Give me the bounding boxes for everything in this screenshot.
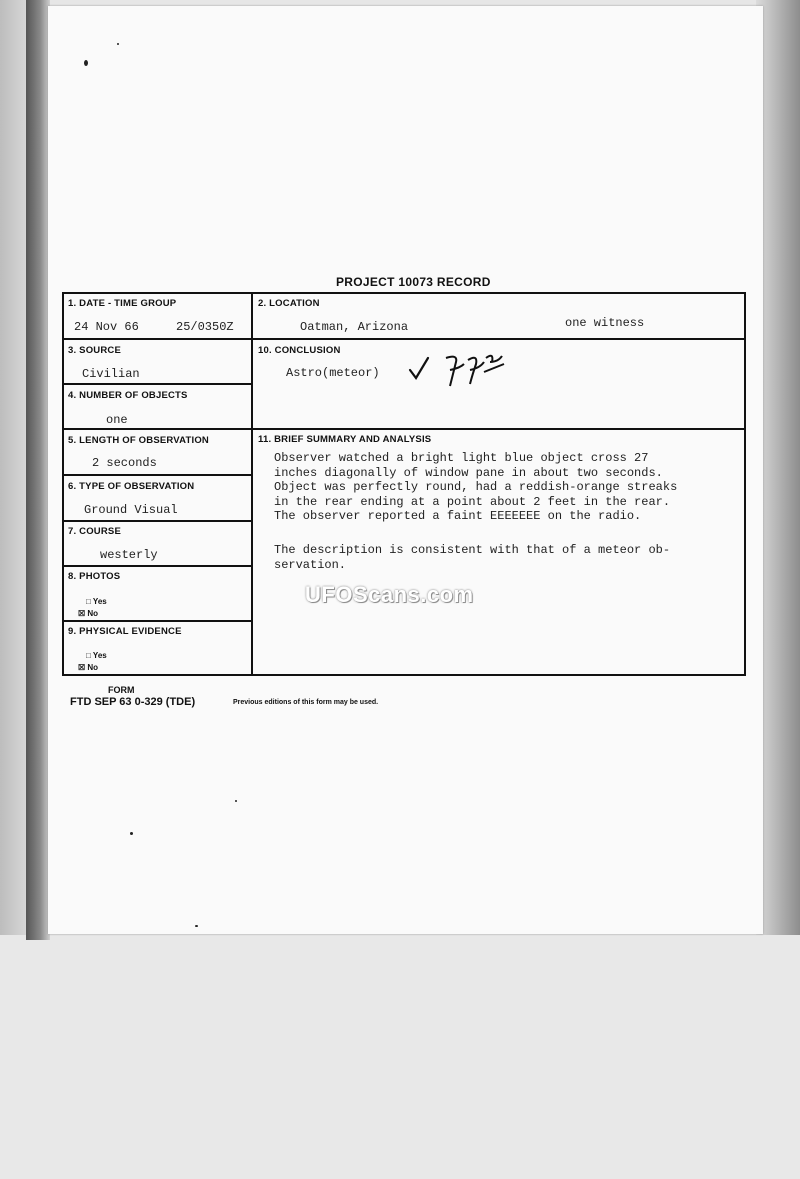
- type-observation-label: 6. TYPE OF OBSERVATION: [68, 481, 195, 492]
- physical-evidence-label: 9. PHYSICAL EVIDENCE: [68, 626, 182, 637]
- scan-shadow: [26, 0, 50, 940]
- number-objects-label: 4. NUMBER OF OBJECTS: [68, 390, 188, 401]
- photos-no-option: [78, 609, 98, 618]
- date-value: 24 Nov 66: [74, 320, 139, 334]
- footer-form-word: FORM: [108, 685, 135, 695]
- type-observation-value: Ground Visual: [84, 503, 178, 517]
- length-value: 2 seconds: [92, 456, 157, 470]
- summary-label: 11. BRIEF SUMMARY AND ANALYSIS: [258, 434, 432, 445]
- footer-note: Previous editions of this form may be used.: [233, 699, 379, 706]
- checkbox-marked-icon: ☒: [78, 609, 86, 618]
- form-rule: [62, 428, 746, 430]
- time-value: 25/0350Z: [176, 320, 234, 334]
- footer-form-code: FTD SEP 63 0-329 (TDE): [70, 696, 196, 708]
- scan-speck: [84, 60, 88, 66]
- handwritten-check-initials: [406, 350, 516, 390]
- photos-label: 8. PHOTOS: [68, 571, 121, 582]
- photos-no-label: No: [87, 609, 99, 618]
- date-time-label: 1. DATE - TIME GROUP: [68, 298, 177, 309]
- location-value: Oatman, Arizona: [300, 320, 409, 334]
- length-label: 5. LENGTH OF OBSERVATION: [68, 435, 209, 446]
- form-rule: [62, 620, 252, 622]
- evidence-no-label: No: [87, 663, 99, 672]
- scan-speck: [117, 43, 119, 45]
- conclusion-value: Astro(meteor): [286, 366, 380, 380]
- form-rule: [62, 474, 252, 476]
- scan-bottom-area: [0, 935, 800, 1179]
- form-rule: [62, 338, 746, 340]
- evidence-yes-option: [86, 651, 107, 660]
- scan-speck: [195, 925, 198, 927]
- source-value: Civilian: [82, 367, 140, 381]
- number-objects-value: one: [106, 413, 128, 427]
- checkbox-marked-icon: ☒: [78, 663, 86, 672]
- scan-speck: [235, 800, 237, 802]
- evidence-yes-label: Yes: [92, 651, 107, 660]
- watermark: UFOScans.com: [305, 582, 474, 607]
- form-title: PROJECT 10073 RECORD: [336, 275, 491, 289]
- location-label: 2. LOCATION: [258, 298, 320, 309]
- analysis-text: The description is consistent with that of a meteor ob- servation.: [274, 543, 671, 572]
- form-divider: [251, 292, 253, 676]
- source-label: 3. SOURCE: [68, 345, 122, 356]
- witness-note: one witness: [565, 316, 645, 330]
- form-rule: [62, 383, 252, 385]
- form-rule: [62, 565, 252, 567]
- photos-yes-label: Yes: [92, 597, 107, 606]
- scan-speck: [130, 832, 133, 835]
- course-value: westerly: [100, 548, 158, 562]
- checkbox-empty-icon: □: [86, 597, 91, 606]
- checkbox-empty-icon: □: [86, 651, 91, 660]
- evidence-no-option: [78, 663, 98, 672]
- conclusion-label: 10. CONCLUSION: [258, 345, 341, 356]
- course-label: 7. COURSE: [68, 526, 122, 537]
- form-rule: [62, 520, 252, 522]
- summary-text: Observer watched a bright light blue object cross 27 inches diagonally of window pane in about two seconds. Object was perfectly round, had a reddish-orange streaks in the rear ending at a point about 2 feet in the rear. The observer reported a faint EEEEEEE on the radio.: [274, 451, 678, 523]
- photos-yes-option: [86, 597, 107, 606]
